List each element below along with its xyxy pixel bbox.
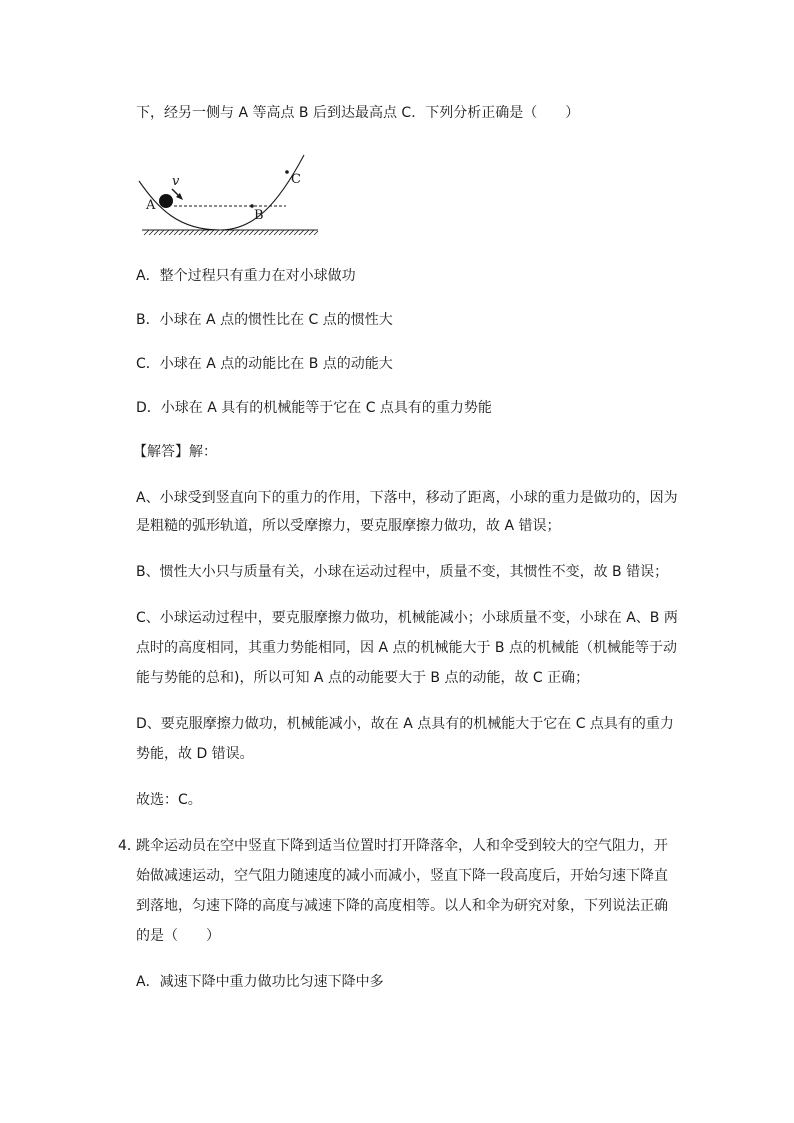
question4-stem-line2: 始做减速运动，空气阻力随速度的减小而减小，竖直下降一段高度后，开始匀速下降直 [136, 868, 668, 884]
option-b: B．小球在 A 点的惯性比在 C 点的惯性大 [136, 312, 393, 328]
label-a: A [146, 198, 156, 213]
point-c-dot [285, 170, 289, 174]
analysis-c-line2: 点时的高度相同，其重力势能相同，因 A 点的机械能大于 B 点的机械能（机械能等于动 [136, 640, 677, 656]
analysis-c-line1: C、小球运动过程中，要克服摩擦力做功，机械能减小；小球质量不变，小球在 A、B 两 [136, 610, 678, 626]
analysis-a-line1: A、小球受到竖直向下的重力的作用，下落中，移动了距离，小球的重力是做功的，因为 [136, 490, 678, 506]
label-c: C [291, 172, 301, 187]
question4-number: 4． [118, 838, 141, 854]
analysis-a-line2: 是粗糙的弧形轨道，所以受摩擦力，要克服摩擦力做功，故 A 错误； [136, 518, 561, 534]
ball [159, 194, 173, 208]
question4-stem-line1: 跳伞运动员在空中竖直下降到适当位置时打开降落伞，人和伞受到较大的空气阻力，开 [136, 838, 668, 854]
curved-track [139, 155, 304, 230]
label-b: B [254, 208, 264, 223]
option-a: A．整个过程只有重力在对小球做功 [136, 268, 356, 284]
conclusion: 故选：C。 [136, 792, 202, 808]
option-d: D．小球在 A 具有的机械能等于它在 C 点具有的重力势能 [136, 400, 492, 416]
analysis-b-line1: B、惯性大小只与质量有关，小球在运动过程中，质量不变，其惯性不变，故 B 错误； [136, 564, 669, 580]
question4-stem-line3: 到落地，匀速下降的高度与减速下降的高度相等。以人和伞为研究对象，下列说法正确 [136, 898, 668, 914]
label-v: v [172, 174, 180, 189]
question-stem-line: 下，经另一侧与 A 等高点 B 后到达最高点 C．下列分析正确是（ ） [136, 105, 580, 121]
analysis-d-line1: D、要克服摩擦力做功，机械能减小，故在 A 点具有的机械能大于它在 C 点具有的重力 [136, 716, 674, 732]
answer-heading: 【解答】解： [133, 444, 217, 460]
option-c: C．小球在 A 点的动能比在 B 点的动能大 [136, 356, 393, 372]
analysis-c-line3: 能与势能的总和)，所以可知 A 点的动能要大于 B 点的动能，故 C 正确； [136, 670, 590, 686]
question4-option-a: A．减速下降中重力做功比匀速下降中多 [136, 974, 384, 990]
analysis-d-line2: 势能，故 D 错误。 [136, 746, 254, 762]
ground-hatching [144, 230, 318, 235]
question4-stem-line4: 的是（ ） [136, 928, 220, 944]
track-figure [136, 148, 326, 240]
track-diagram [136, 148, 326, 240]
